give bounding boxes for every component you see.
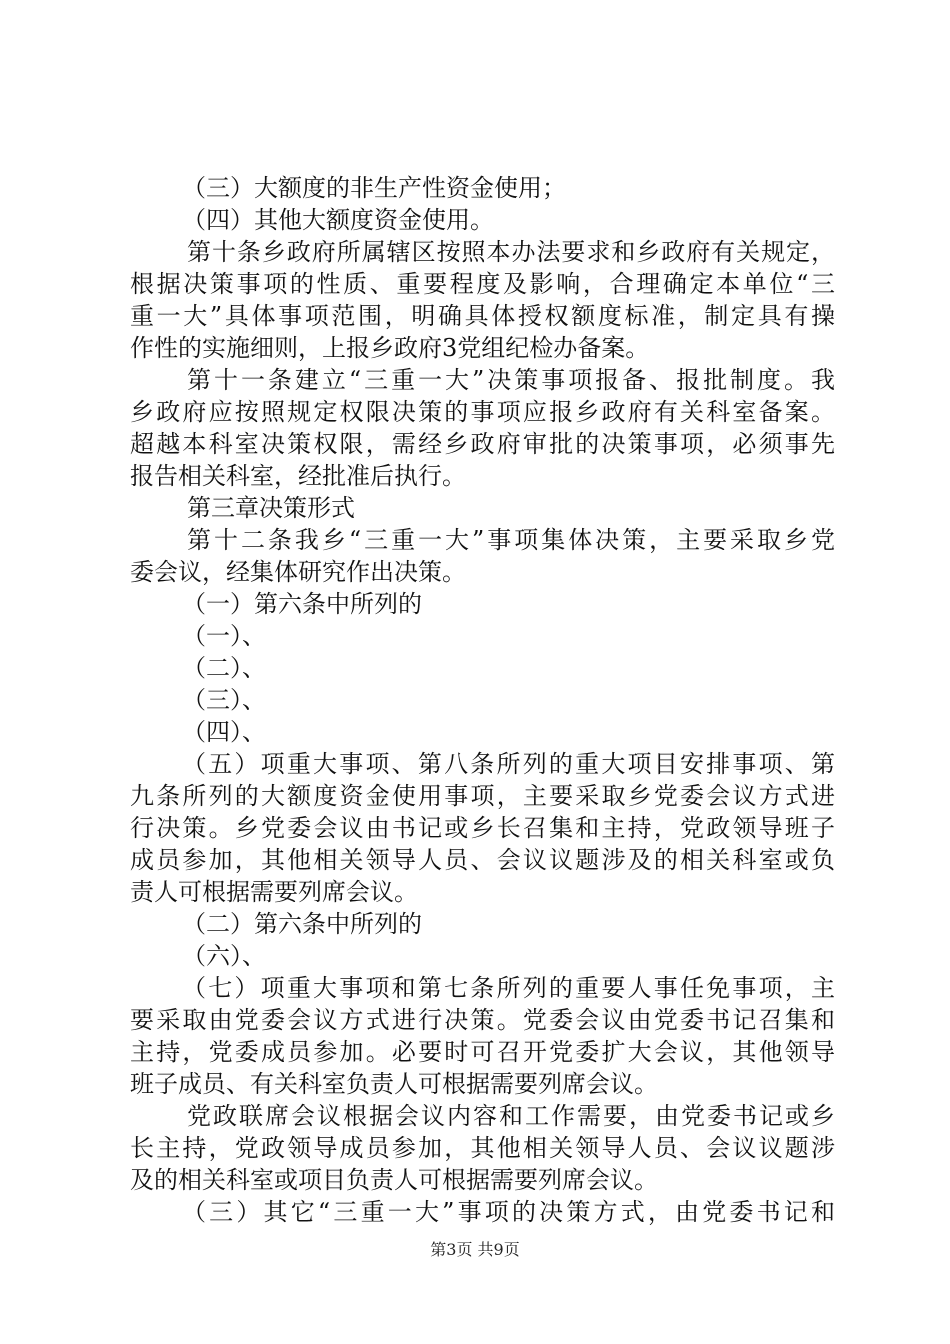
paragraph-line: 重一大”具体事项范围，明确具体授权额度标准，制定具有操: [130, 302, 835, 330]
paragraph-line: 党政联席会议根据会议内容和工作需要，由党委书记或乡: [187, 1102, 835, 1130]
paragraph-line: 责人可根据需要列席会议。: [130, 878, 418, 906]
paragraph-line: 第十条乡政府所属辖区按照本办法要求和乡政府有关规定，: [187, 238, 835, 266]
paragraph-line: （七）项重大事项和第七条所列的重要人事任免事项，主: [182, 974, 835, 1002]
list-item: （六）、: [182, 942, 266, 970]
paragraph-line: 乡政府应按照规定权限决策的事项应报乡政府有关科室备案。: [130, 398, 835, 426]
paragraph-line: 长主持，党政领导成员参加，其他相关领导人员、会议议题涉: [130, 1134, 835, 1162]
paragraph-line: 报告相关科室，经批准后执行。: [130, 462, 466, 490]
page-number-footer: 第3页 共9页: [430, 1240, 520, 1259]
paragraph-line: 及的相关科室或项目负责人可根据需要列席会议。: [130, 1166, 658, 1194]
list-item: （二）第六条中所列的: [182, 910, 422, 938]
chapter-heading: 第三章决策形式: [187, 494, 355, 522]
paragraph-line: 班子成员、有关科室负责人可根据需要列席会议。: [130, 1070, 658, 1098]
list-item: （一）、: [182, 622, 266, 650]
paragraph-line: （三）大额度的非生产性资金使用；: [182, 174, 566, 202]
list-item: （一）第六条中所列的: [182, 590, 422, 618]
paragraph-line: 成员参加，其他相关领导人员、会议议题涉及的相关科室或负: [130, 846, 835, 874]
list-item: （二）、: [182, 654, 266, 682]
paragraph-line: 第十一条建立“三重一大”决策事项报备、报批制度。我: [187, 366, 835, 394]
paragraph-line: 作性的实施细则，上报乡政府3党组纪检办备案。: [130, 334, 650, 362]
paragraph-line: 九条所列的大额度资金使用事项，主要采取乡党委会议方式进: [130, 782, 835, 810]
list-item: （四）、: [182, 718, 266, 746]
paragraph-line: （三）其它“三重一大”事项的决策方式，由党委书记和: [182, 1198, 835, 1226]
paragraph-line: 第十二条我乡“三重一大”事项集体决策，主要采取乡党: [187, 526, 835, 554]
paragraph-line: （五）项重大事项、第八条所列的重大项目安排事项、第: [182, 750, 835, 778]
paragraph-line: 根据决策事项的性质、重要程度及影响，合理确定本单位“三: [130, 270, 835, 298]
list-item: （三）、: [182, 686, 266, 714]
paragraph-line: 委会议，经集体研究作出决策。: [130, 558, 466, 586]
paragraph-line: （四）其他大额度资金使用。: [182, 206, 494, 234]
paragraph-line: 行决策。乡党委会议由书记或乡长召集和主持，党政领导班子: [130, 814, 835, 842]
paragraph-line: 超越本科室决策权限，需经乡政府审批的决策事项，必须事先: [130, 430, 835, 458]
paragraph-line: 要采取由党委会议方式进行决策。党委会议由党委书记召集和: [130, 1006, 835, 1034]
document-body: [130, 172, 835, 1228]
paragraph-line: 主持，党委成员参加。必要时可召开党委扩大会议，其他领导: [130, 1038, 835, 1066]
